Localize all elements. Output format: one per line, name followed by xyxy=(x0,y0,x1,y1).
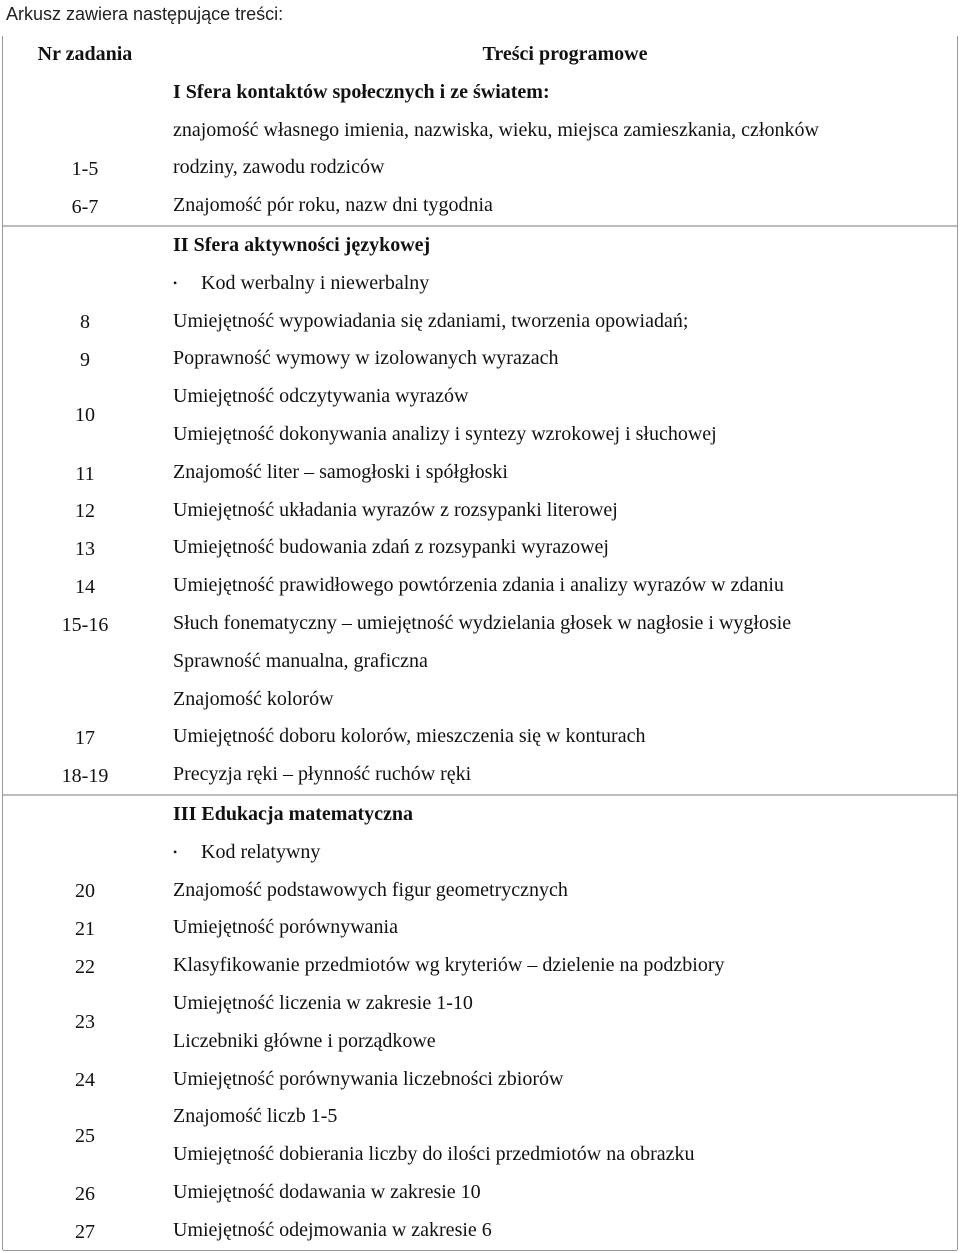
content-line: Znajomość pór roku, nazw dni tygodnia xyxy=(173,194,493,217)
table-row xyxy=(3,74,957,187)
task-number: 8 xyxy=(80,311,90,334)
content-line: Umiejętność odczytywania wyrazów xyxy=(173,385,469,408)
table-row xyxy=(3,643,957,756)
content-cell xyxy=(167,985,957,1061)
table-row xyxy=(3,1174,957,1212)
bullet-item xyxy=(173,265,957,303)
table-row xyxy=(3,567,957,605)
content-line: Umiejętność układania wyrazów z rozsypanki literowej xyxy=(173,498,618,521)
content-cell xyxy=(167,227,957,340)
table-row xyxy=(3,1061,957,1099)
table-row xyxy=(3,225,957,340)
bullet-text: Kod relatywny xyxy=(201,840,321,863)
table-row xyxy=(3,492,957,530)
task-number: 15-16 xyxy=(61,613,109,636)
content-cell xyxy=(167,492,957,530)
content-cell xyxy=(167,643,957,756)
task-number: 1-5 xyxy=(71,158,99,181)
content-line: Liczebniki główne i porządkowe xyxy=(173,1029,436,1052)
task-number: 9 xyxy=(80,349,90,372)
content-line: Umiejętność odejmowania w zakresie 6 xyxy=(173,1218,492,1241)
content-cell xyxy=(167,454,957,492)
content-cell xyxy=(167,1098,957,1174)
content-line: Znajomość liter – samogłoski i spółgłoski xyxy=(173,460,508,483)
content-line: Znajomość liczb 1-5 xyxy=(173,1105,338,1128)
table-row xyxy=(3,378,957,454)
header-number: Nr zadania xyxy=(37,43,133,66)
content-line: Umiejętność dodawania w zakresie 10 xyxy=(173,1180,481,1203)
content-line: Umiejętność doboru kolorów, mieszczenia się w konturach xyxy=(173,725,646,748)
content-cell xyxy=(167,1212,957,1250)
table-row xyxy=(3,340,957,378)
content-cell xyxy=(167,796,957,909)
content-line: Umiejętność dokonywania analizy i syntezy wzrokowej i słuchowej xyxy=(173,422,717,445)
task-number: 12 xyxy=(75,500,95,523)
task-number: 14 xyxy=(75,575,95,598)
content-cell xyxy=(167,567,957,605)
content-line: Znajomość podstawowych figur geometrycznych xyxy=(173,878,568,901)
content-cell xyxy=(167,605,957,643)
content-line: Poprawność wymowy w izolowanych wyrazach xyxy=(173,347,559,370)
content-cell xyxy=(167,947,957,985)
content-line: Klasyfikowanie przedmiotów wg kryteriów – dzielenie na podzbiory xyxy=(173,954,725,977)
task-number: 13 xyxy=(75,538,95,561)
content-line: Umiejętność liczenia w zakresie 1-10 xyxy=(173,991,473,1014)
bullet-icon: • xyxy=(173,276,178,291)
task-number: 21 xyxy=(75,918,95,941)
table-row xyxy=(3,1098,957,1174)
task-number: 27 xyxy=(75,1220,95,1243)
table-row xyxy=(3,947,957,985)
content-line: rodziny, zawodu rodziców xyxy=(173,156,385,179)
content-cell xyxy=(167,1061,957,1099)
table-row xyxy=(3,529,957,567)
task-number: 11 xyxy=(75,462,95,485)
bullet-item xyxy=(173,834,957,872)
content-cell xyxy=(167,909,957,947)
content-cell xyxy=(167,340,957,378)
task-number: 17 xyxy=(75,727,95,750)
header-content-cell xyxy=(167,36,957,74)
content-line: Znajomość kolorów xyxy=(173,687,334,710)
section-heading: I Sfera kontaktów społecznych i ze światem: xyxy=(173,80,550,103)
table-row xyxy=(3,985,957,1061)
table-header xyxy=(3,36,957,74)
content-cell xyxy=(167,756,957,794)
curriculum-table xyxy=(2,36,958,1250)
intro-text: Arkusz zawiera następujące treści: xyxy=(6,4,284,24)
content-cell xyxy=(167,378,957,454)
content-cell xyxy=(167,529,957,567)
task-number: 26 xyxy=(75,1182,95,1205)
table-row xyxy=(3,605,957,643)
task-number: 10 xyxy=(75,404,95,427)
task-number: 24 xyxy=(75,1069,95,1092)
table-row xyxy=(3,454,957,492)
content-cell xyxy=(167,1174,957,1212)
content-line: Umiejętność prawidłowego powtórzenia zdania i analizy wyrazów w zdaniu xyxy=(173,574,784,597)
content-cell xyxy=(167,74,957,187)
content-line: Umiejętność porównywania liczebności zbiorów xyxy=(173,1067,564,1090)
table-row xyxy=(3,1212,957,1251)
table-row xyxy=(3,187,957,225)
content-cell xyxy=(167,187,957,225)
content-line: Precyzja ręki – płynność ruchów ręki xyxy=(173,763,472,786)
task-number: 18-19 xyxy=(61,764,109,787)
task-number: 25 xyxy=(75,1124,95,1147)
content-line: znajomość własnego imienia, nazwiska, wieku, miejsca zamieszkania, członków xyxy=(173,118,819,141)
content-line: Sprawność manualna, graficzna xyxy=(173,649,428,672)
content-line: Umiejętność porównywania xyxy=(173,916,398,939)
section-heading: III Edukacja matematyczna xyxy=(173,802,413,825)
bullet-icon: • xyxy=(173,845,178,860)
section-heading: II Sfera aktywności językowej xyxy=(173,233,431,256)
content-line: Umiejętność wypowiadania się zdaniami, tworzenia opowiadań; xyxy=(173,309,689,332)
task-number: 6-7 xyxy=(71,195,99,218)
content-line: Umiejętność dobierania liczby do ilości przedmiotów na obrazku xyxy=(173,1143,695,1166)
task-number: 20 xyxy=(75,880,95,903)
header-content: Treści programowe xyxy=(482,43,648,65)
content-line: Słuch fonematyczny – umiejętność wydzielania głosek w nagłosie i wygłosie xyxy=(173,611,792,634)
table-row xyxy=(3,756,957,794)
table-row xyxy=(3,909,957,947)
task-number: 23 xyxy=(75,1011,95,1034)
task-number: 22 xyxy=(75,955,95,978)
table-row xyxy=(3,794,957,909)
content-line: Umiejętność budowania zdań z rozsypanki wyrazowej xyxy=(173,536,609,559)
bullet-text: Kod werbalny i niewerbalny xyxy=(201,271,430,294)
